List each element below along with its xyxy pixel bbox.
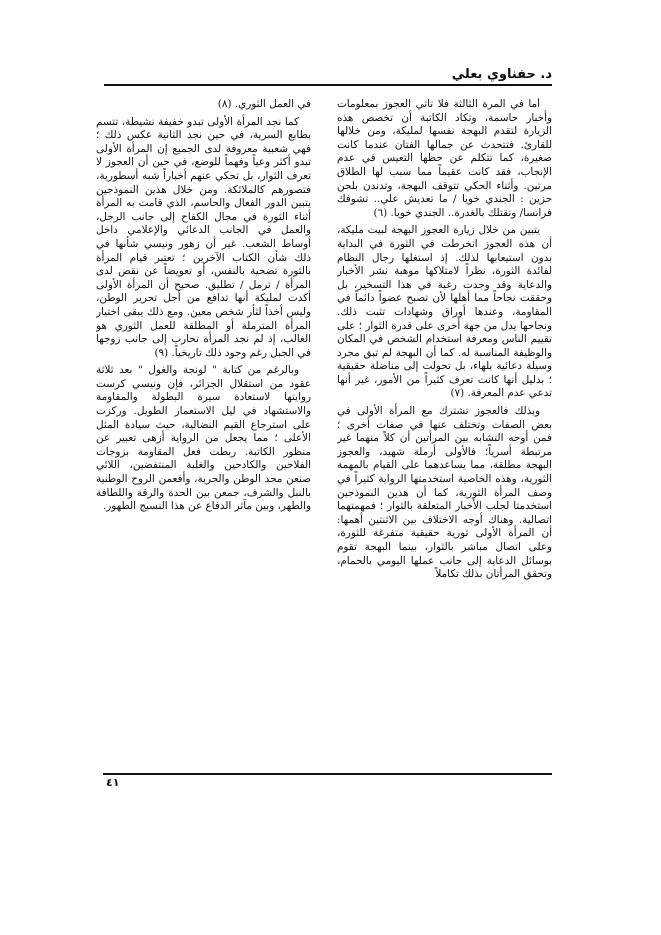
paragraph: يتبين من خلال زيارة العجوز البهجة لبيت مليكة، أن هذه العجوز انخرطت في الثورة في البداية بدون استيعابها لذلك. إذ استغلها رجال النظام لفائدة الثورة، نظراً لامتلاكها موهبة نشر الأخبار والدعاية وقد وجدت رغبة في هذا التسخير، بل وحققت نجاحاً مما أهلها لأن تصبح عضواً دائماً في المقاومة، وعندها أوراق وشهادات تثبت ذلك. ونجاحها يدل من جهة أخرى على قدرة الثوار ؛ على تقييم الناس ومعرفة استخدام الشخص في المكان والوظيفة المناسبة له. كما أن البهجة لم تبق مجرد وسيلة دعائية بلهاء، بل تحولت إلى مناضلة حقيقية ؛ بدليل أنها كانت تعرف كثيراً من الأمور، غير أنها تدعي عدم المعرفة. (٧)	[337, 224, 552, 400]
paragraph: وبالرغم من كتابة " لونجة والغول " بعد ثلاثة عقود من استقلال الجزائر، فإن ونيسي كرست روايتها لاستعادة سيرة البطولة والمقاومة والاستشهاد في ليل الاستعمار الطويل. وركزت على استرجاع القيم النضالية، حيث سيادة المثل الأعلى ؛ مما يجعل من الرواية أزهى تعبير عن منظور الكاتبة. ربطت فعل المقاومة بزوجات الفلاحين والكادحين والغلبة المنتفضين، اللائي صنعن مجد الوطن والحرية، وأفعمن الروح الوطنية بالنبل والشرف، جمعن بين الحدة والرقة واللطافة والطهر، وبين مآثر الدفاع عن هذا النسيج الطهور.	[96, 364, 311, 513]
footer-rule	[103, 773, 552, 775]
header-rule	[104, 84, 552, 86]
paragraph: أما في المرة الثالثة فلا تأتي العجوز بمعلومات وأخبار حاسمة، وتكاد الكاتبة أن تخصص هذه الزيارة لتقدم البهجة نفسها لمليكة، ومن خلالها للقارئ. فتتحدث عن جمالها الفتان عندما كانت صغيرة، كما تتكلم عن حظها التعيس في عدم الإنجاب، فقد كانت عقيماً مما سبب لها الطلاق مرتين. وأثناء الحكي تتوقف البهجة، وتدندن بلحن حزين : الجندي خويا / ما تعديش علي.. تشوفك فرانسا/ وتقتلك بالغدرة.. الجندي خويا. (٦)	[337, 98, 552, 219]
page-header	[104, 66, 552, 88]
paragraph: وبذلك فالعجوز تشترك مع المرأة الأولى في بعض الصفات وتختلف عنها في صفات أخرى ؛ فمن أوجه التشابه بين المرأتين أن كلاً منهما غير مرتبطة أسرياً؛ فالأولى أرملة شهيد، والعجوز البهجة مطلقة، مما يساعدهما على القيام بالمهمة الثورية، وهذه الخاصية استخدمتها الرواية كثيراً في وصف المرأة الثورية، كما أن هذين النموذجين استخدمتا لجلب الأخبار المتعلقة بالثوار ؛ فمهمتهما اتصالية. وهناك أوجه الاختلاف بين الاثنتين أهمها: أن المرأة الأولى ثورية حقيقية متفرغة للثورة، وعلى اتصال مباشر بالثوار، بينما البهجة تقوم بوسائل الدعاية إلى جانب عملها اليومي بالحمام، وتحقق المرأتان بذلك تكاملاً	[337, 405, 552, 581]
running-head-author: د. حفناوي بعلي	[451, 67, 552, 82]
page-number: ٤١	[106, 776, 120, 789]
text-column-right	[337, 98, 552, 760]
text-column-left	[96, 98, 311, 760]
paragraph: في العمل الثوري. (٨)	[217, 98, 311, 110]
paragraph: كما نجد المرأة الأولى تبدو خفيفة نشيطة، تتسم بطابع السرية، في حين نجد الثانية عكس ذلك ؛ فهي شعبية معروفة لدى الجميع إن المرأة الأولى تبدو أكثر وعياً وفهماً للوضع، في حين أن العجوز لا تعرف الثوار، بل تحكي عنهم أخباراً شبه أسطورية، فتصورهم كالملائكة. ومن خلال هذين النموذجين يتبين الدور الفعال والحاسم، الذي قامت به المرأة أثناء الثورة في مجال الكفاح إلى جانب الرجل، والعمل في الجانب الدعائي والإعلامي داخل أوساط الشعب. غير أن زهور ونيسي شأنها في ذلك شأن الكتاب الآخرين ؛ تعتبر قيام المرأة بالثورة تضحية بالنفس، أو تعويضاً عن نقص لدى المرأة / ترمل / تطليق. صحيح أن المرأة الأولى أكدت لمليكة أنها تدافع من أجل تحرير الوطن، وليس أخذاً لثأر شخص معين. ومع ذلك يبقى اختيار المرأة المترملة أو المطلقة للعمل الثوري هو الغالب، إذ لم نجد المرأة تحارب إلى جانب زوجها في الجبل رغم وجود ذلك تاريخياً. (٩)	[96, 115, 311, 359]
